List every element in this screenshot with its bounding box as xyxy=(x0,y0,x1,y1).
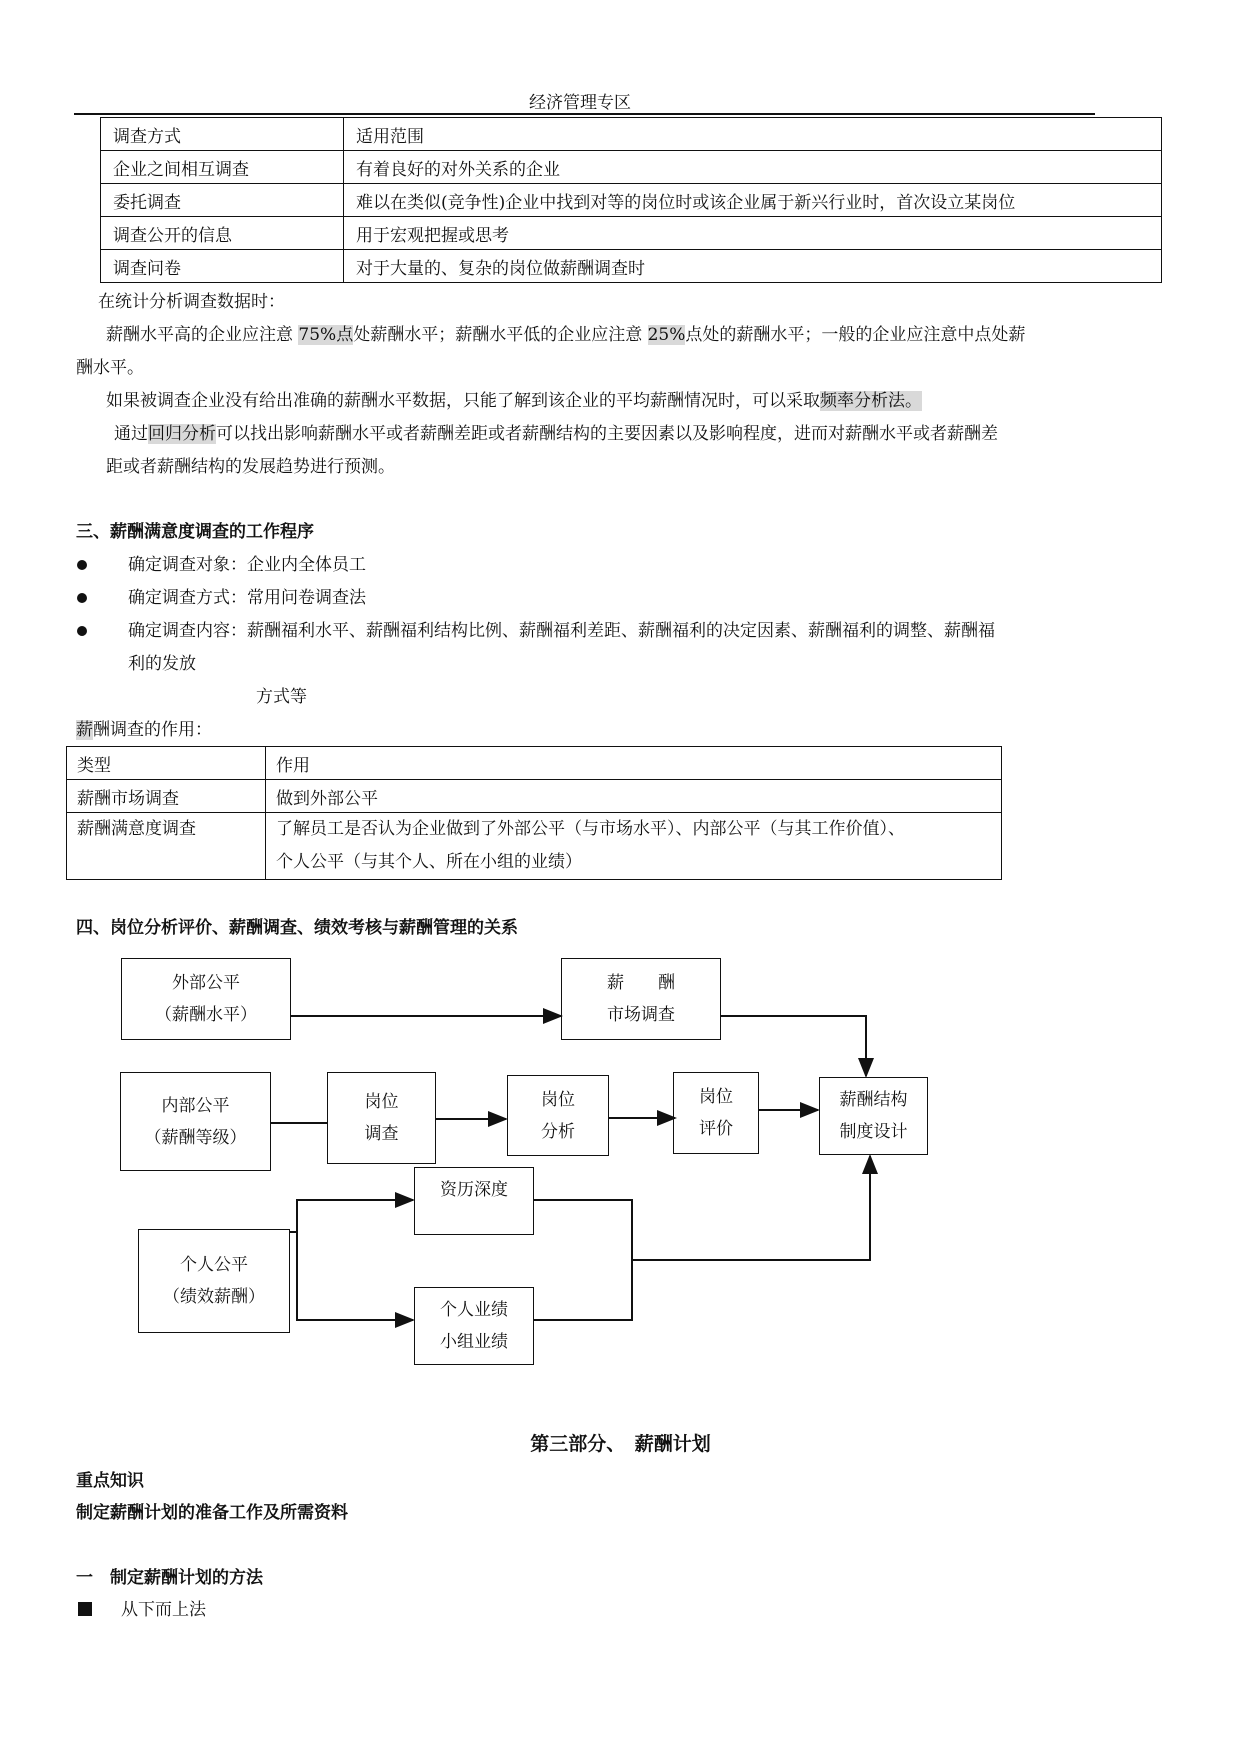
box-job-survey xyxy=(327,1072,436,1164)
box-internal-fairness xyxy=(120,1072,271,1171)
text-run: 点处的薪酬水平；一般的企业应注意中点处薪 xyxy=(685,325,1026,345)
list-item-continuation: 利的发放 xyxy=(128,654,196,674)
box-line: 制度设计 xyxy=(839,1122,908,1142)
box-external-fairness xyxy=(121,958,291,1040)
box-line: （绩效薪酬） xyxy=(163,1287,265,1307)
highlight: 25% xyxy=(647,325,686,345)
table-cell: 作用 xyxy=(266,747,1002,780)
box-personal-fairness xyxy=(138,1229,290,1333)
highlight: 75%点 xyxy=(298,325,354,345)
box-job-evaluation xyxy=(673,1072,759,1154)
subheading: 制定薪酬计划的准备工作及所需资料 xyxy=(76,1503,348,1523)
cell-line: 了解员工是否认为企业做到了外部公平（与市场水平）、内部公平（与其工作价值）、 xyxy=(276,819,905,839)
list-item: 确定调查对象：企业内全体员工 xyxy=(128,555,366,575)
box-line: 小组业绩 xyxy=(440,1332,508,1352)
box-line: 资历深度 xyxy=(440,1180,508,1200)
box-line: 岗位 xyxy=(699,1087,733,1107)
text-run: 以找出影响薪酬水平或者薪酬差距或者薪酬结构的主要因素以及影响程度，进而对薪酬水平或者薪酬差 xyxy=(233,424,998,444)
table-cell: 调查问卷 xyxy=(101,250,344,283)
table-cell: 企业之间相互调查 xyxy=(101,151,344,184)
line-merge-bracket xyxy=(533,1200,632,1320)
box-line: 外部公平 xyxy=(172,973,240,993)
box-line: 岗位 xyxy=(364,1092,399,1112)
table-cell: 委托调查 xyxy=(101,184,344,217)
list-item: 确定调查内容：薪酬福利水平、薪酬福利结构比例、薪酬福利差距、薪酬福利的决定因素、薪酬福利的调整、薪酬福 xyxy=(128,621,995,641)
text-run: 薪酬水平高的企业应注意 xyxy=(106,325,299,345)
box-line: 市场调查 xyxy=(607,1005,675,1025)
box-line: 评价 xyxy=(699,1119,733,1139)
text-run: 酬调查的作用： xyxy=(93,720,212,740)
text-run: 可 xyxy=(216,424,233,444)
box-line: 薪 酬 xyxy=(607,973,675,993)
paragraph: 酬水平。 xyxy=(76,358,144,378)
table-cell: 类型 xyxy=(67,747,266,780)
square-bullet-icon xyxy=(78,1602,92,1616)
list-item: 确定调查方式：常用问卷调查法 xyxy=(128,588,366,608)
text-run: 处薪酬水平；薪酬水平低的企业应注意 xyxy=(353,325,648,345)
arrow-personal-to-performance xyxy=(297,1232,413,1320)
box-seniority xyxy=(414,1167,534,1235)
subheading: 重点知识 xyxy=(76,1471,144,1491)
text-run: 如果被调查企业没有给出准确的薪酬水平数据，只能了解到该企业的平均薪酬情况时，可以采取 xyxy=(106,391,820,411)
section-title: 一 制定薪酬计划的方法 xyxy=(76,1568,263,1588)
box-performance xyxy=(414,1287,534,1365)
box-line: （薪酬等级） xyxy=(144,1127,247,1148)
box-line: 调查 xyxy=(364,1124,399,1144)
table-cell: 有着良好的对外关系的企业 xyxy=(344,151,1162,184)
box-line: 个人业绩 xyxy=(440,1300,508,1320)
table-cell: 调查方式 xyxy=(101,118,344,151)
paragraph: 距或者薪酬结构的发展趋势进行预测。 xyxy=(106,457,395,477)
box-line: （薪酬水平） xyxy=(155,1005,257,1025)
table-cell: 适用范围 xyxy=(344,118,1162,151)
page-header-title: 经济管理专区 xyxy=(529,93,631,113)
table-cell: 调查公开的信息 xyxy=(101,217,344,250)
box-line: 薪酬结构 xyxy=(839,1090,908,1110)
table-cell: 用于宏观把握或思考 xyxy=(344,217,1162,250)
arrow-personal-to-seniority xyxy=(289,1200,413,1232)
section-title: 四、岗位分析评价、薪酬调查、绩效考核与薪酬管理的关系 xyxy=(76,918,518,938)
box-line: 岗位 xyxy=(541,1089,575,1110)
box-structure-design xyxy=(819,1077,928,1155)
table-cell: 做到外部公平 xyxy=(266,780,1002,813)
table-cell: 薪酬市场调查 xyxy=(67,780,266,813)
section-title: 三、薪酬满意度调查的工作程序 xyxy=(76,522,314,542)
highlight: 回归分析 xyxy=(148,424,216,444)
text-run: 通过 xyxy=(114,424,148,444)
cell-line: 个人公平（与其个人、所在小组的业绩） xyxy=(276,852,582,872)
table-cell: 薪酬满意度调查 xyxy=(67,813,266,880)
table-cell: 对于大量的、复杂的岗位做薪酬调查时 xyxy=(344,250,1162,283)
arrow-market-to-structure xyxy=(720,1016,866,1076)
box-line: 内部公平 xyxy=(161,1095,230,1116)
part-title: 第三部分、 薪酬计划 xyxy=(530,1433,711,1455)
box-job-analysis xyxy=(507,1075,609,1156)
list-item: 从下而上法 xyxy=(121,1600,206,1620)
box-line: 个人公平 xyxy=(180,1255,248,1275)
highlight: 频率分析法。 xyxy=(820,391,922,411)
highlight: 薪 xyxy=(76,720,93,740)
box-market-survey xyxy=(561,958,721,1040)
table-cell: 难以在类似(竞争性)企业中找到对等的岗位时或该企业属于新兴行业时，首次设立某岗位 xyxy=(344,184,1162,217)
paragraph: 在统计分析调查数据时： xyxy=(98,292,285,312)
box-line: 分析 xyxy=(541,1121,575,1142)
list-item-continuation: 方式等 xyxy=(256,687,307,707)
arrow-merge-to-structure xyxy=(632,1156,870,1260)
